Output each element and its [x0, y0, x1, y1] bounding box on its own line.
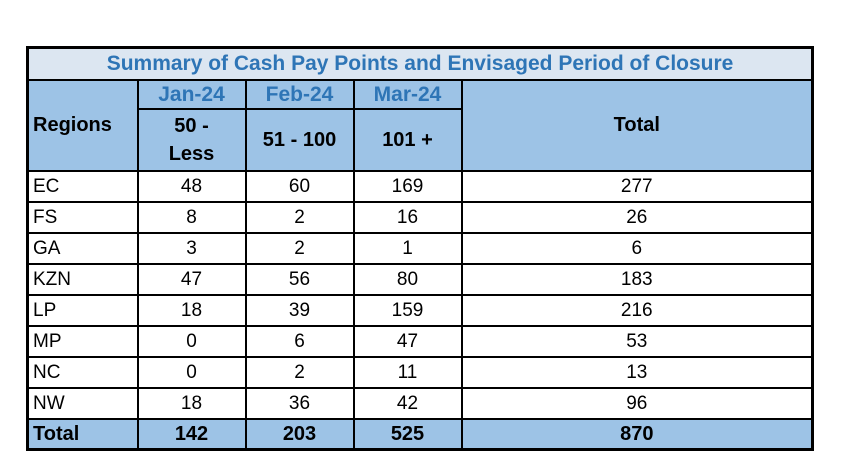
region-cell: NW — [28, 388, 138, 419]
grand-total-cell: 870 — [462, 419, 813, 450]
total-cell: 13 — [462, 357, 813, 388]
month-header: Feb-24 — [246, 80, 354, 109]
table-title: Summary of Cash Pay Points and Envisaged Period of Closure — [28, 48, 813, 81]
region-cell: FS — [28, 202, 138, 233]
value-cell: 60 — [246, 171, 354, 202]
totals-value-cell: 525 — [354, 419, 462, 450]
value-cell: 3 — [138, 233, 246, 264]
value-cell: 56 — [246, 264, 354, 295]
totals-value-cell: 203 — [246, 419, 354, 450]
total-cell: 26 — [462, 202, 813, 233]
table-row — [28, 202, 813, 233]
range-header — [138, 109, 246, 171]
value-cell: 0 — [138, 357, 246, 388]
total-cell: 277 — [462, 171, 813, 202]
region-cell: LP — [28, 295, 138, 326]
region-cell: EC — [28, 171, 138, 202]
range-label: 50 - Less — [168, 115, 215, 165]
value-cell: 169 — [354, 171, 462, 202]
value-cell: 36 — [246, 388, 354, 419]
total-cell: 216 — [462, 295, 813, 326]
value-cell: 8 — [138, 202, 246, 233]
table-row — [28, 295, 813, 326]
regions-header: Regions — [28, 80, 138, 171]
total-cell: 183 — [462, 264, 813, 295]
region-cell: KZN — [28, 264, 138, 295]
total-cell: 96 — [462, 388, 813, 419]
value-cell: 80 — [354, 264, 462, 295]
table-row — [28, 264, 813, 295]
month-header: Mar-24 — [354, 80, 462, 109]
table-row — [28, 233, 813, 264]
total-cell: 6 — [462, 233, 813, 264]
month-header-row — [28, 80, 813, 109]
value-cell: 18 — [138, 388, 246, 419]
value-cell: 47 — [354, 326, 462, 357]
table-row — [28, 171, 813, 202]
value-cell: 42 — [354, 388, 462, 419]
value-cell: 18 — [138, 295, 246, 326]
cash-pay-points-table — [26, 46, 814, 451]
region-cell: GA — [28, 233, 138, 264]
value-cell: 159 — [354, 295, 462, 326]
table-row — [28, 388, 813, 419]
total-header: Total — [462, 80, 813, 171]
value-cell: 2 — [246, 202, 354, 233]
value-cell: 1 — [354, 233, 462, 264]
value-cell: 39 — [246, 295, 354, 326]
value-cell: 2 — [246, 233, 354, 264]
totals-row — [28, 419, 813, 450]
table-row — [28, 326, 813, 357]
totals-value-cell: 142 — [138, 419, 246, 450]
region-cell: MP — [28, 326, 138, 357]
region-cell: NC — [28, 357, 138, 388]
range-header: 101 + — [354, 109, 462, 171]
value-cell: 2 — [246, 357, 354, 388]
range-header: 51 - 100 — [246, 109, 354, 171]
value-cell: 16 — [354, 202, 462, 233]
value-cell: 48 — [138, 171, 246, 202]
value-cell: 11 — [354, 357, 462, 388]
value-cell: 47 — [138, 264, 246, 295]
table-row — [28, 357, 813, 388]
value-cell: 0 — [138, 326, 246, 357]
title-row — [28, 48, 813, 81]
month-header: Jan-24 — [138, 80, 246, 109]
summary-table-container — [26, 46, 811, 456]
total-cell: 53 — [462, 326, 813, 357]
totals-label: Total — [28, 419, 138, 450]
value-cell: 6 — [246, 326, 354, 357]
